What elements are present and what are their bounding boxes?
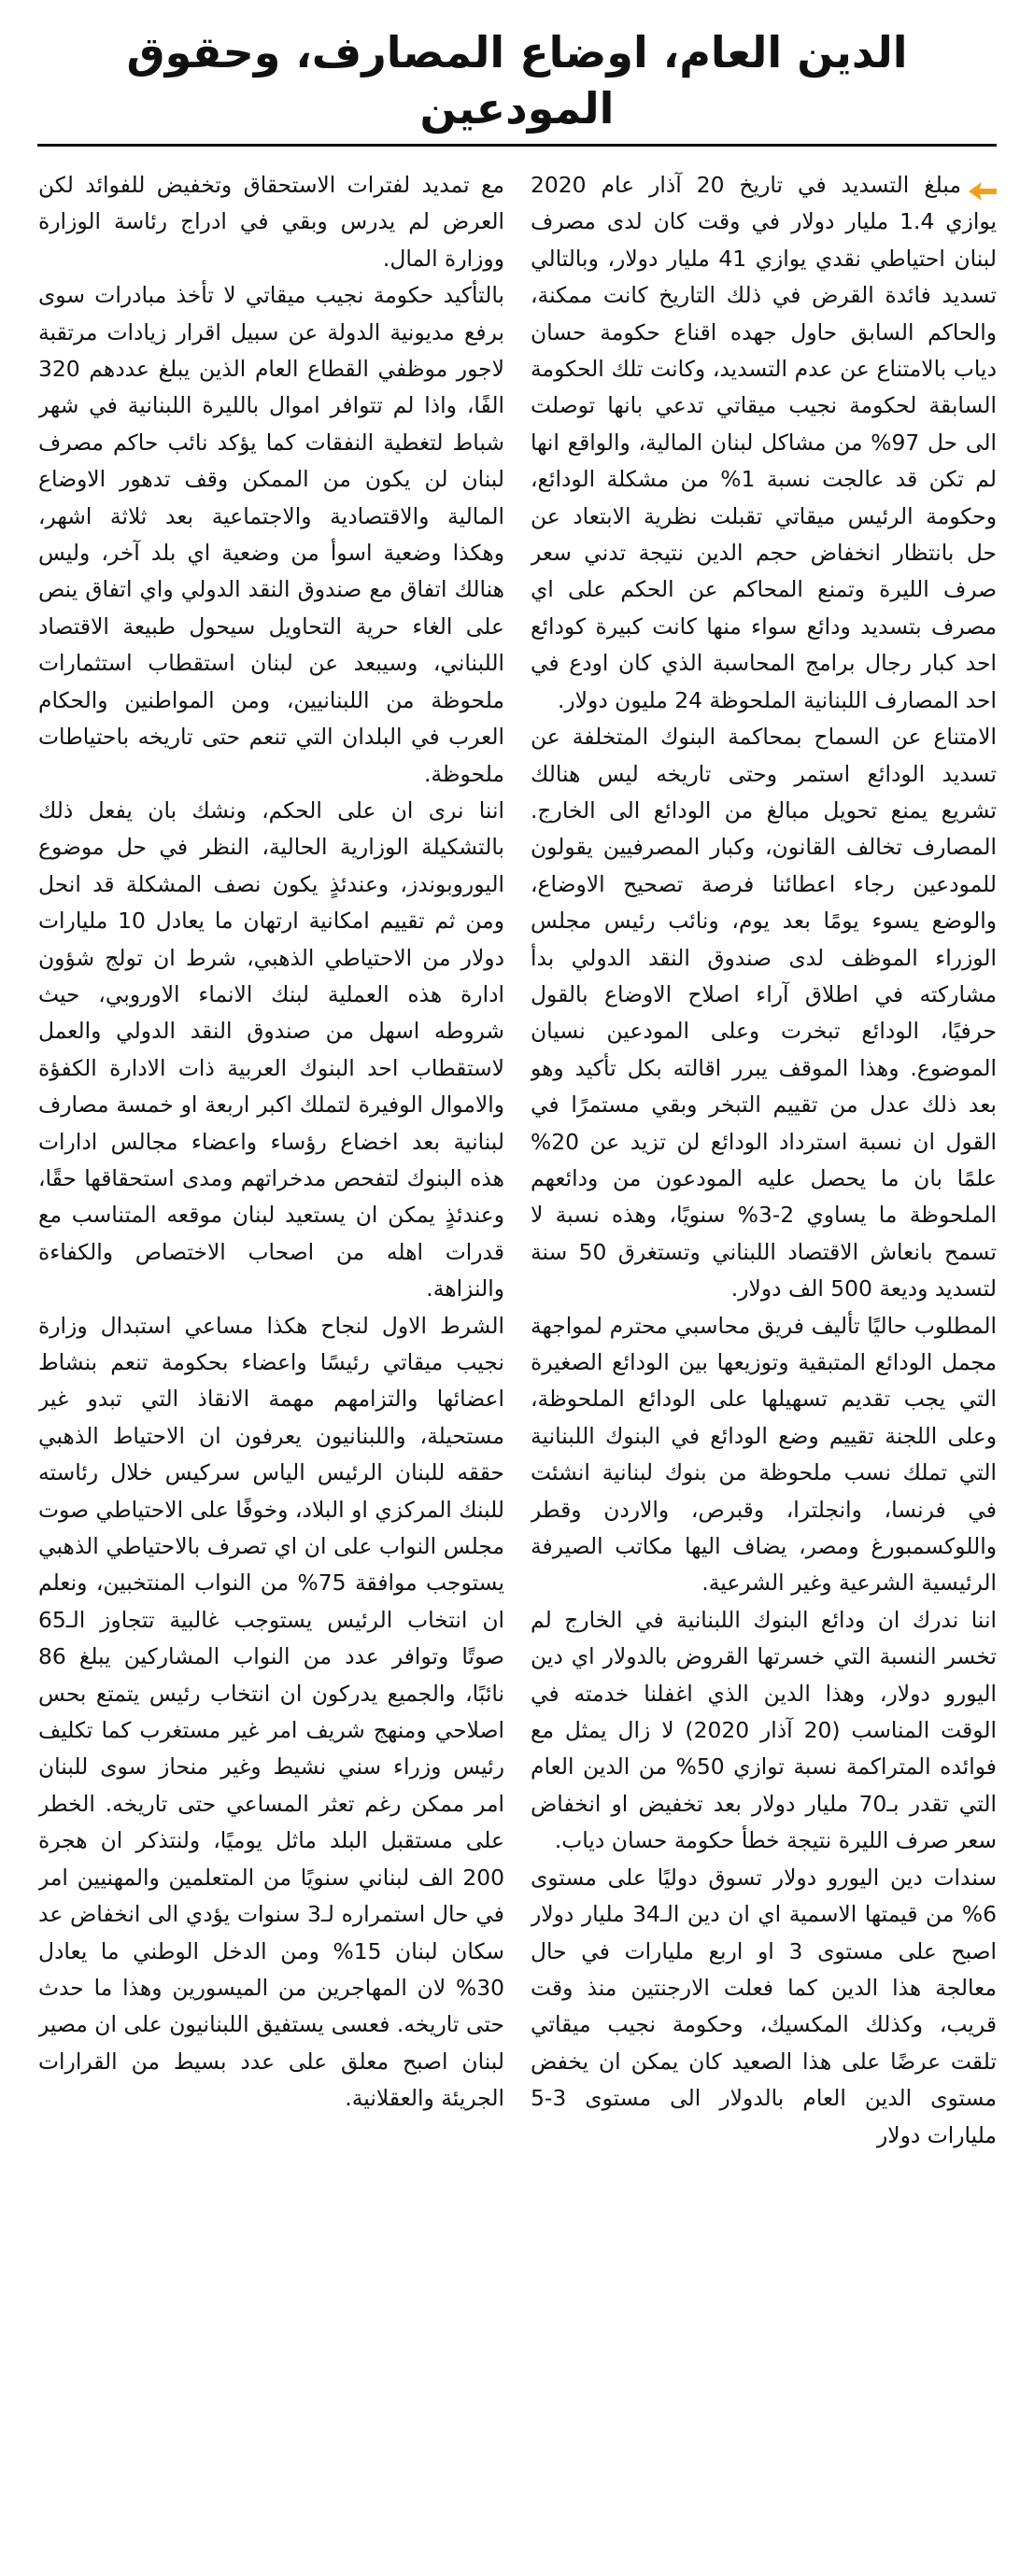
paragraph: الشرط الاول لنجاح هكذا مساعي استبدال وزارة نجيب ميقاتي رئيسًا واعضاء بحكومة تنعم بنشاط اعضائها والتزامهم مهمة الانقاذ التي تبدو غير مستحيلة، واللبنانيون يعرفون ان الاحتياط الذهبي حققه للبنان الرئيس الياس سركيس خلال رئاسته للبنك المركزي او البلاد، وخوفًا على الاحتياطي صوت مجلس النواب على ان اي تصرف بالاحتياطي الذهبي يستوجب موافقة 75% من النواب المنتخبين، ونعلم ان انتخاب الرئيس يستوجب غالبية تتجاوز الـ65 صوتًا وتوافر عدد من النواب المشاركين يبلغ 86 نائبًا، والجميع يدركون ان انتخاب رئيس يتمتع بحس اصلاحي ومنهج شريف امر غير مستغرب كما تكليف رئيس وزراء سني نشيط وغير منحاز سوى للبنان امر ممكن رغم تعثر المساعي حتى تاريخه. الخطر على مستقبل البلد ماثل يوميًا، ولنتذكر ان هجرة 200 الف لبناني سنويًا من المتعلمين والمهنيين امر في حال استمراره لـ3 سنوات يؤدي الى انخفاض عد سكان لبنان 15% ومن الدخل الوطني ما يعادل 30% لان المهاجرين من الميسورين وهذا ما حدث حتى تاريخه. فعسى يستفيق اللبنانيون على ان مصير لبنان اصبح معلق على عدد بسيط من القرارات الجريئة والعقلانية.: [38, 1312, 504, 2112]
paragraph: سندات دين اليورو دولار تسوق دوليًا على مستوى 6% من قيمتها الاسمية اي ان دين الـ34 مليار دولار اصبح على مستوى 3 او اربع مليارات في حال معالجة هذا الدين كما فعلت الارجنتين منذ وقت قريب، وكذلك المكسيك، وحكومة نجيب ميقاتي تلقت عرضًا على هذا الصعيد كان يمكن ان يخفض مستوى الدين العام بالدولار الى مستوى 3-5 مليارات دولار: [531, 1864, 997, 2148]
arrow-left-icon: [969, 176, 997, 197]
paragraph: اننا نرى ان على الحكم، ونشك بان يفعل ذلك بالتشكيلة الوزارية الحالية، النظر في حل موضوع اليوروبوندز، وعندئذٍ يكون نصف المشكلة قد انحل ومن ثم تقييم امكانية ارتهان ما يعادل 10 مليارات دولار من الاحتياطي الذهبي، شرط ان تولج شؤون ادارة هذه العملية لبنك الانماء الاوروبي، حيث شروطه اسهل من صندوق النقد الدولي والعمل لاستقطاب احد البنوك العربية ذات الادارة الكفؤة والاموال الوفيرة لتملك اكبر اربعة او خمسة مصارف لبنانية بعد اخضاع رؤساء واعضاء مجالس ادارات هذه البنوك لتفحص مدخراتهم ومدى استحقاقها حقًا، وعندئذٍ يمكن ان يستعيد لبنان موقعه المتناسب مع قدرات اهله من اصحاب الاختصاص والكفاءة والنزاهة.: [38, 796, 504, 1302]
article-title: الدين العام، اوضاع المصارف، وحقوق المودعين: [126, 27, 908, 134]
paragraph: الامتناع عن السماح بمحاكمة البنوك المتخلفة عن تسديد الودائع استمر وحتى تاريخه ليس هنالك تشريع يمنع تحويل مبالغ من الودائع الى الخارج. المصارف تخالف القانون، وكبار المصرفيين يقولون للمودعين رجاء اعطائنا فرصة تصحيح الاوضاع، والوضع يسوء يومًا بعد يوم، ونائب رئيس مجلس الوزراء الموظف لدى صندوق النقد الدولي بدأ مشاركته في اطلاق آراء اصلاح الاوضاع بالقول حرفيًا، الودائع تبخرت وعلى المودعين نسيان الموضوع. وهذا الموقف يبرر اقالته بكل تأكيد وهو بعد ذلك عدل من تقييم التبخر وبقي مستمرًا في القول ان نسبة استرداد الودائع لن تزيد عن 20% علمًا بان ما يحصل عليه المودعون من ودائعهم الملحوظة ما يساوي 2-3% سنويًا، وهذه نسبة لا تسمح بانعاش الاقتصاد اللبناني وتستغرق 50 سنة لتسديد وديعة 500 الف دولار.: [531, 724, 997, 1302]
article-columns: [37, 167, 997, 2576]
paragraph: مع تمديد لفترات الاستحقاق وتخفيض للفوائد لكن العرض لم يدرس وبقي في ادراج رئاسة الوزارة ووزارة المال.: [38, 172, 504, 272]
title-divider: [37, 144, 997, 147]
paragraph: مبلغ التسديد في تاريخ 20 آذار عام 2020 يوازي 1.4 مليار دولار في وقت كان لدى مصرف لبنان احتياطي نقدي يوازي 41 مليار دولار، وبالتالي تسديد فائدة القرض في ذلك التاريخ كانت ممكنة، والحاكم السابق حاول جهده اقناع حكومة حسان دياب بالامتناع عن عدم التسديد، وكانت تلك الحكومة السابقة لحكومة نجيب ميقاتي تدعي بانها توصلت الى حل 97% من مشاكل لبنان المالية، والواقع انها لم تكن قد عالجت نسبة 1% من مشكلة الودائع، وحكومة الرئيس ميقاتي تقبلت نظرية الابتعاد عن حل بانتظار انخفاض حجم الدين نتيجة تدني سعر صرف الليرة وتمنع المحاكم عن الحكم على اي مصرف بتسديد ودائع سواء منها كانت كبيرة كودائع احد كبار رجال برامج المحاسبة الذي كان اودع في احد المصارف اللبنانية الملحوظة 24 مليون دولار.: [531, 172, 997, 713]
paragraph: اننا ندرك ان ودائع البنوك اللبنانية في الخارج لم تخسر النسبة التي خسرتها القروض بالدولار اي دين اليورو دولار، وهذا الدين الذي اغفلنا خدمته في الوقت المناسب (20 آذار 2020) لا زال يمثل مع فوائده المتراكمة نسبة توازي 50% من الدين العام التي تقدر بـ70 مليار دولار بعد تخفيض او انخفاض سعر صرف الليرة نتيجة خطأ حكومة حسان دياب.: [531, 1606, 997, 1854]
right-column: [531, 167, 997, 2576]
left-column: [38, 167, 504, 2576]
paragraph: بالتأكيد حكومة نجيب ميقاتي لا تأخذ مبادرات سوى برفع مديونية الدولة عن سبيل اقرار زيادات مرتقبة لاجور موظفي القطاع العام الذين يبلغ عددهم 320 الفًا، واذا لم تتوافر اموال بالليرة اللبنانية في شهر شباط لتغطية النفقات كما يؤكد نائب حاكم مصرف لبنان لن يكون من الممكن وقف تدهور الاوضاع المالية والاقتصادية والاجتماعية بعد ثلاثة اشهر، وهكذا وضعية اسوأ من وضعية اي بلد آخر، وليس هنالك اتفاق مع صندوق النقد الدولي واي اتفاق ينص على الغاء حرية التحاويل سيحول طبيعة الاقتصاد اللبناني، وسيبعد عن لبنان استقطاب استثمارات ملحوظة من اللبنانيين، ومن المواطنين والحكام العرب في البلدان التي تنعم حتى تاريخه باحتياطات ملحوظة.: [38, 282, 504, 787]
paragraph: المطلوب حاليًا تأليف فريق محاسبي محترم لمواجهة مجمل الودائع المتبقية وتوزيعها بين الودائع الصغيرة التي يجب تقديم تسهيلها على الودائع الملحوظة، وعلى اللجنة تقييم وضع الودائع في البنوك اللبنانية التي تملك نسب ملحوظة من بنوك لبنانية انشئت في فرنسا، وانجلترا، وقبرص، والاردن وقطر واللوكسمبورغ ومصر، يضاف اليها مكاتب الصيرفة الرئيسية الشرعية وغير الشرعية.: [531, 1312, 997, 1597]
